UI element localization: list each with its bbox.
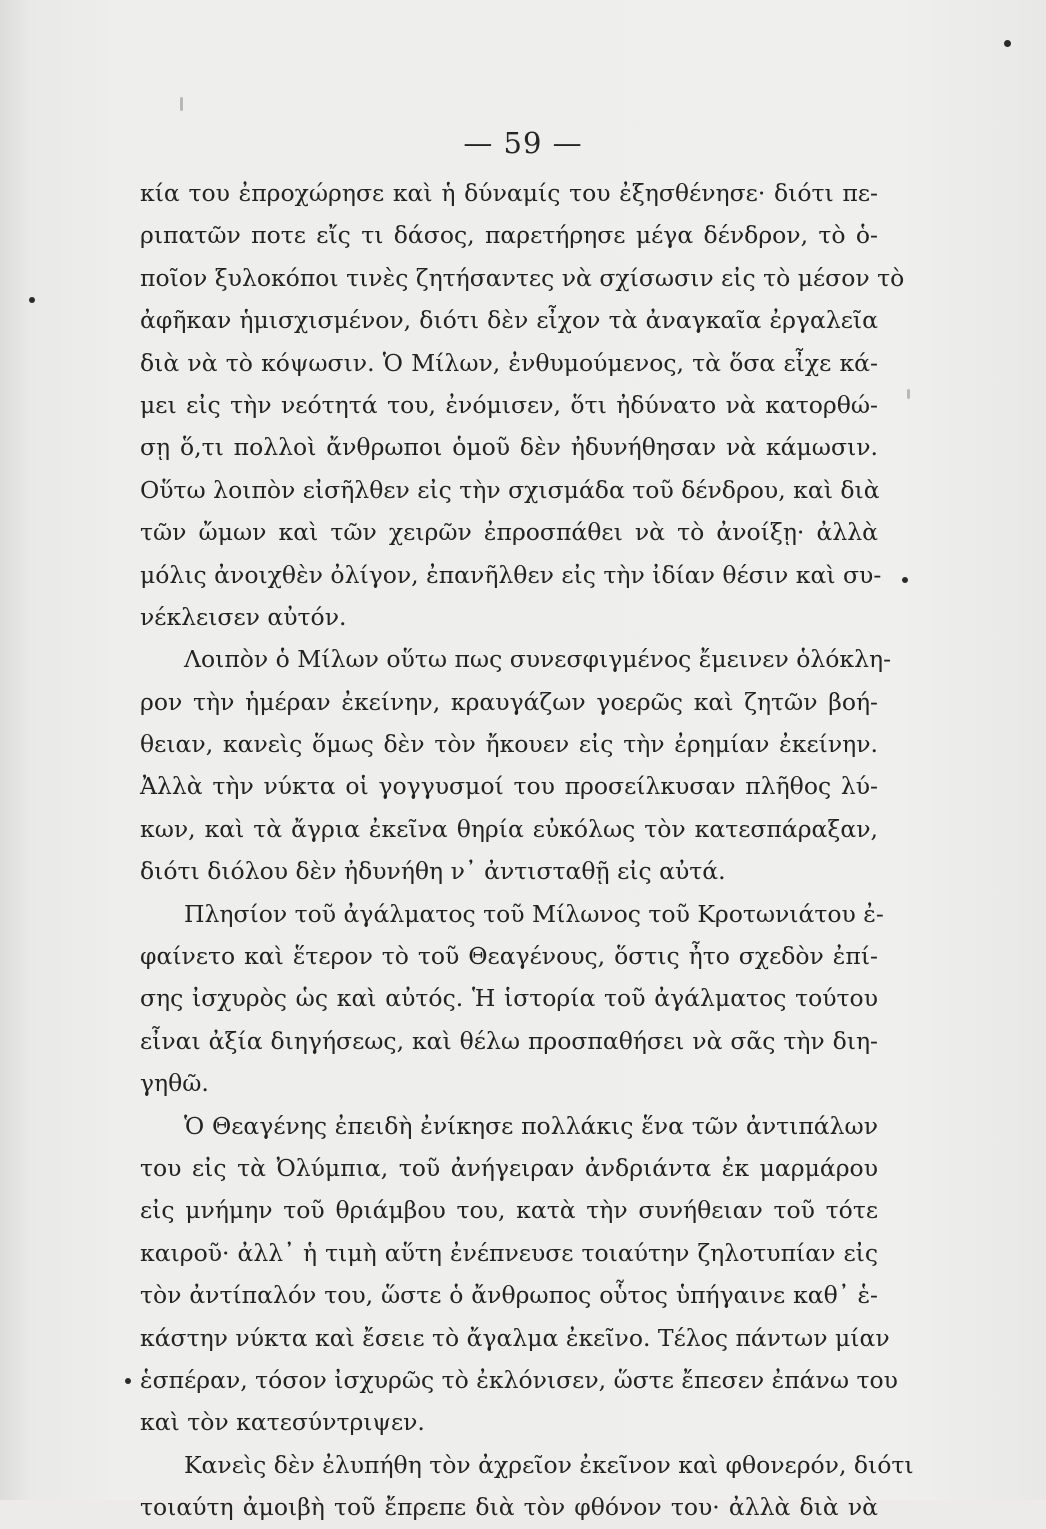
text-line: σῃ ὅ,τι πολλοὶ ἄνθρωποι ὁμοῦ δὲν ἠδυνήθησαν νὰ κάμωσιν. [140,433,878,462]
text-line: κία του ἐπροχώρησε καὶ ἡ δύναμίς του ἐξησθένησε· διότι πε- [140,179,878,207]
text-line: τῶν ὤμων καὶ τῶν χειρῶν ἐπροσπάθει νὰ τὸ ἀνοίξῃ· ἀλλὰ [140,518,878,547]
text-line: σης ἰσχυρὸς ὡς καὶ αὐτός. Ἡ ἱστορία τοῦ ἀγάλματος τούτου [140,984,878,1013]
text-line: μόλις ἀνοιχθὲν ὀλίγον, ἐπανῆλθεν εἰς τὴν ἰδίαν θέσιν καὶ συ- [140,560,882,589]
page-number: — 59 — [463,126,583,160]
paper-mark [180,97,183,111]
text-line: τὸν ἀντίπαλόν του, ὥστε ὁ ἄνθρωπος οὗτος ὑπήγαινε καθ᾿ ἑ- [140,1281,878,1310]
text-line: καὶ τὸν κατεσύντριψεν. [140,1408,425,1437]
text-line: Κανεὶς δὲν ἐλυπήθη τὸν ἀχρεῖον ἐκεῖνον καὶ φθονερόν, διότι [184,1450,914,1479]
text-line: ποῖον ξυλοκόποι τινὲς ζητήσαντες νὰ σχίσωσιν εἰς τὸ μέσον τὸ [140,263,905,292]
text-line: ριπατῶν ποτε εἴς τι δάσος, παρετήρησε μέγα δένδρον, τὸ ὁ- [140,221,878,250]
paper-mark [907,389,910,399]
text-line: κων, καὶ τὰ ἄγρια ἐκεῖνα θηρία εὐκόλως τὸν κατεσπάραξαν, [140,814,878,843]
body-text [140,172,914,1529]
text-line: θειαν, κανεὶς ὅμως δὲν τὸν ἤκουεν εἰς τὴν ἐρημίαν ἐκείνην. [140,730,878,759]
text-line: γηθῶ. [140,1069,209,1098]
text-line: Λοιπὸν ὁ Μίλων οὕτω πως συνεσφιγμένος ἔμεινεν ὁλόκλη- [184,645,892,674]
text-line: καιροῦ· ἀλλ᾿ ἡ τιμὴ αὕτη ἐνέπνευσε τοιαύτην ζηλοτυπίαν εἰς [140,1238,878,1267]
ink-speck [1004,40,1011,47]
text-line: Ἀλλὰ τὴν νύκτα οἱ γογγυσμοί του προσείλκυσαν πλῆθος λύ- [140,772,878,801]
text-line: ἑσπέραν, τόσον ἰσχυρῶς τὸ ἐκλόνισεν, ὥστε ἔπεσεν ἐπάνω του [140,1365,898,1394]
text-line: νέκλεισεν αὐτόν. [140,602,347,631]
text-line: διότι διόλου δὲν ἠδυνήθη ν᾿ ἀντισταθῇ εἰς αὐτά. [140,857,726,886]
text-line: Οὕτω λοιπὸν εἰσῆλθεν εἰς τὴν σχισμάδα τοῦ δένδρου, καὶ διὰ [140,475,880,504]
ink-speck [902,577,908,583]
text-line: ρον τὴν ἡμέραν ἐκείνην, κραυγάζων γοερῶς καὶ ζητῶν βοή- [140,687,878,716]
text-line: εἰς μνήμην τοῦ θριάμβου του, κατὰ τὴν συνήθειαν τοῦ τότε [140,1196,878,1225]
text-line: διὰ νὰ τὸ κόψωσιν. Ὁ Μίλων, ἐνθυμούμενος, τὰ ὅσα εἶχε κά- [140,348,878,377]
text-line: εἶναι ἀξία διηγήσεως, καὶ θέλω προσπαθήσει νὰ σᾶς τὴν διη- [140,1026,878,1055]
text-line: μει εἰς τὴν νεότητά του, ἐνόμισεν, ὅτι ἠδύνατο νὰ κατορθώ- [140,390,878,419]
ink-speck [125,1378,131,1384]
text-line: κάστην νύκτα καὶ ἔσειε τὸ ἄγαλμα ἐκεῖνο. Τέλος πάντων μίαν [140,1323,890,1352]
text-line: του εἰς τὰ Ὀλύμπια, τοῦ ἀνήγειραν ἀνδριάντα ἐκ μαρμάρου [140,1153,878,1182]
text-line: ἀφῆκαν ἡμισχισμένον, διότι δὲν εἶχον τὰ ἀναγκαῖα ἐργαλεῖα [140,306,878,335]
text-line: τοιαύτη ἀμοιβὴ τοῦ ἔπρεπε διὰ τὸν φθόνον του· ἀλλὰ διὰ νὰ [140,1493,878,1522]
text-line: Πλησίον τοῦ ἀγάλματος τοῦ Μίλωνος τοῦ Κροτωνιάτου ἐ- [184,899,884,928]
text-line: φαίνετο καὶ ἕτερον τὸ τοῦ Θεαγένους, ὅστις ἦτο σχεδὸν ἐπί- [140,942,878,971]
ink-speck [29,297,35,303]
text-line: Ὁ Θεαγένης ἐπειδὴ ἐνίκησε πολλάκις ἕνα τῶν ἀντιπάλων [184,1111,878,1140]
